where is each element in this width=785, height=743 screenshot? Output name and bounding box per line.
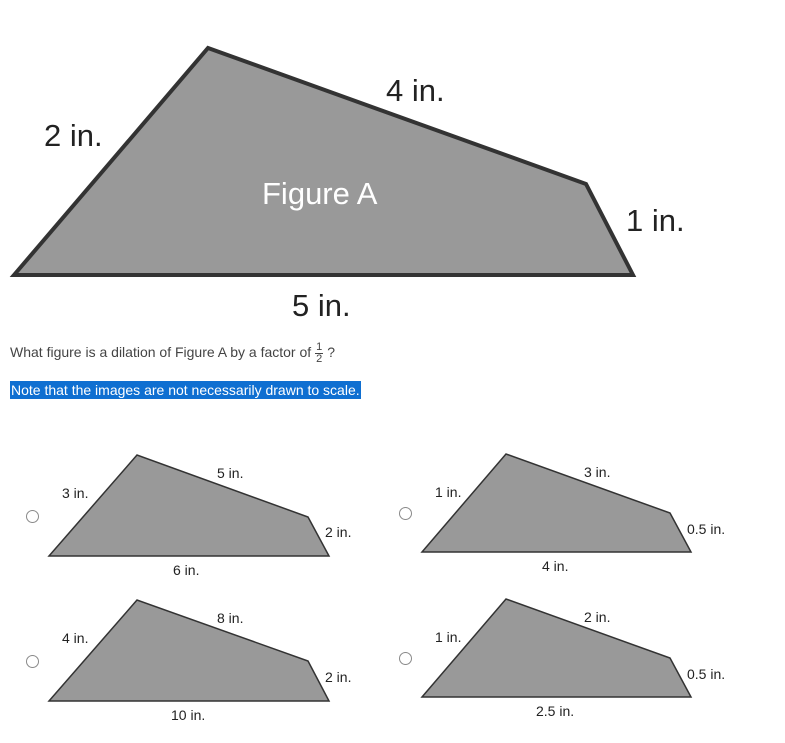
- option-4-left-label: 1 in.: [435, 629, 462, 645]
- option-1-radio[interactable]: [26, 510, 39, 523]
- option-4-radio[interactable]: [399, 652, 412, 665]
- option-2-radio[interactable]: [399, 507, 412, 520]
- figure-a-top-label: 4 in.: [386, 73, 445, 108]
- option-1-top-label: 5 in.: [217, 465, 244, 481]
- option-1-figure: [40, 450, 370, 580]
- option-3-radio[interactable]: [26, 655, 39, 668]
- fraction: [315, 342, 323, 365]
- option-3-left-label: 4 in.: [62, 630, 89, 646]
- question-text: [10, 342, 335, 365]
- option-2-top-label: 3 in.: [584, 464, 611, 480]
- figure-a-name: Figure A: [262, 176, 378, 211]
- option-3-shape: [49, 600, 329, 701]
- figure-a: [0, 0, 785, 330]
- option-3-right-label: 2 in.: [325, 669, 352, 685]
- fraction-denominator: 2: [316, 353, 323, 365]
- figure-a-shape: [14, 48, 633, 275]
- option-2-figure: [412, 450, 762, 580]
- option-1-shape: [49, 455, 329, 556]
- option-3-top-label: 8 in.: [217, 610, 244, 626]
- fraction-numerator: 1: [316, 341, 323, 353]
- option-3-bottom-label: 10 in.: [171, 707, 206, 723]
- figure-a-right-label: 1 in.: [626, 203, 685, 238]
- question-prefix: What figure is a dilation of Figure A by a factor of: [10, 344, 312, 361]
- option-1-left-label: 3 in.: [62, 485, 89, 501]
- option-3-figure: [40, 595, 370, 730]
- option-4-figure: [412, 595, 762, 730]
- option-2-left-label: 1 in.: [435, 484, 462, 500]
- figure-a-left-label: 2 in.: [44, 118, 103, 153]
- figure-a-bottom-label: 5 in.: [292, 288, 351, 323]
- option-4-right-label: 0.5 in.: [687, 666, 726, 682]
- option-1-bottom-label: 6 in.: [173, 562, 200, 578]
- note-highlight: Note that the images are not necessarily drawn to scale.: [11, 382, 360, 398]
- option-4-top-label: 2 in.: [584, 609, 611, 625]
- option-2-shape: [422, 454, 691, 552]
- question-suffix: ?: [327, 344, 336, 361]
- option-2-right-label: 0.5 in.: [687, 521, 726, 537]
- option-2-bottom-label: 4 in.: [542, 558, 569, 574]
- option-1-right-label: 2 in.: [325, 524, 352, 540]
- option-4-shape: [422, 599, 691, 697]
- option-4-bottom-label: 2.5 in.: [536, 703, 575, 719]
